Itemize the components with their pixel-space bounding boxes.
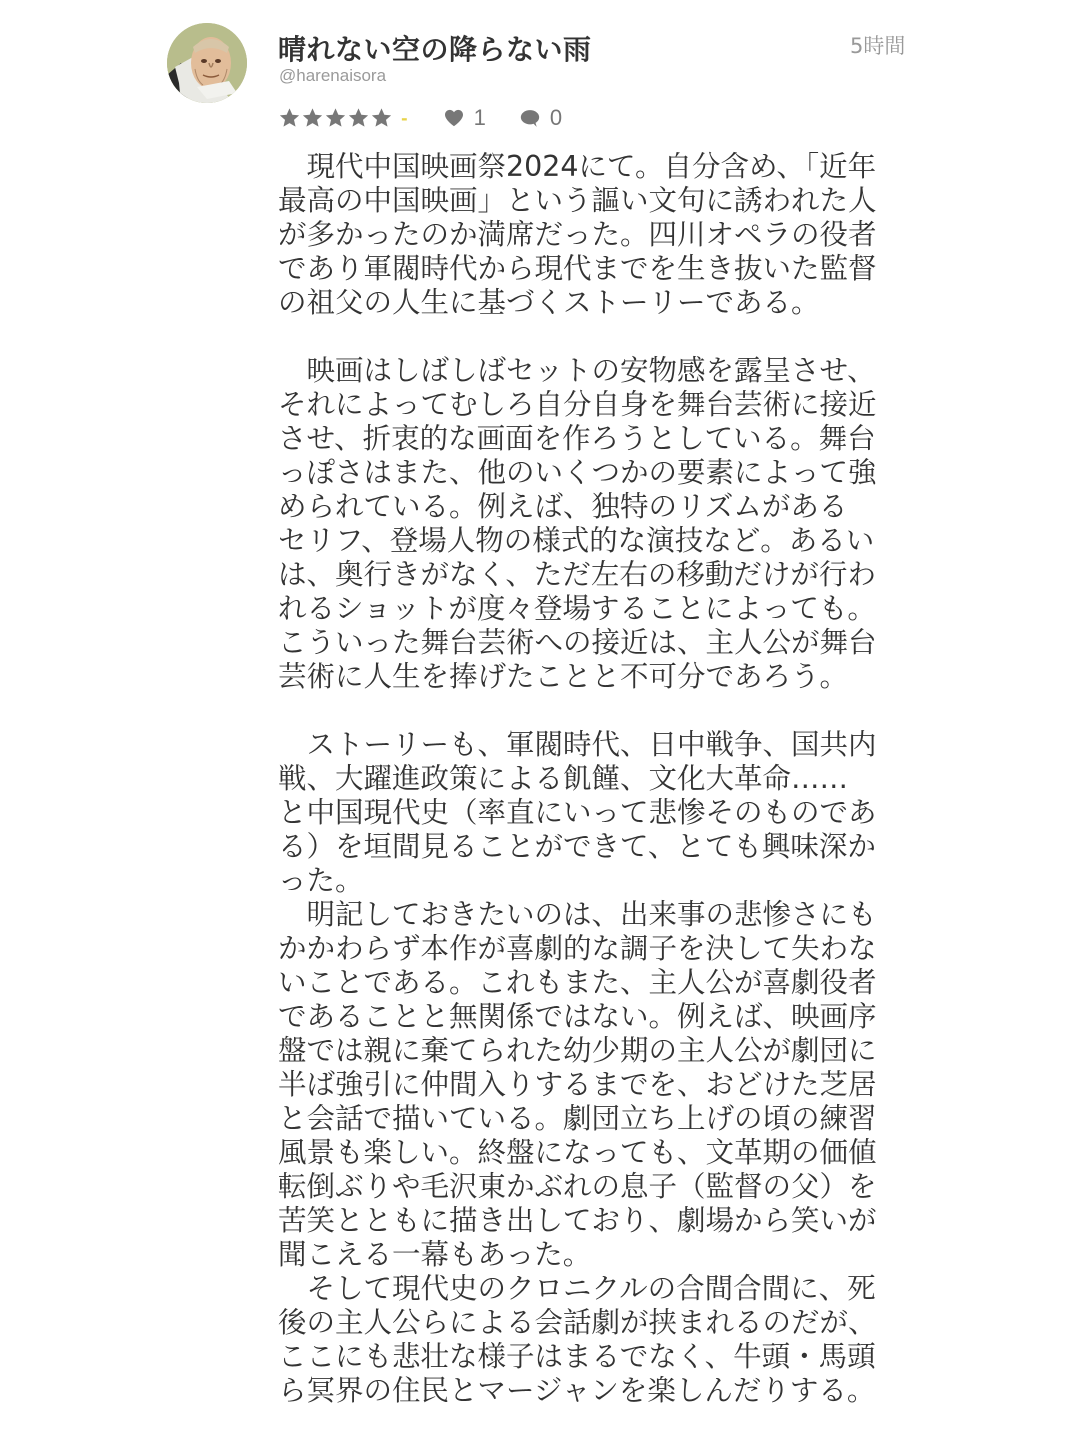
- text-line: 聞こえる一幕もあった。: [278, 1238, 592, 1271]
- review-paragraph: [278, 150, 918, 320]
- star-icon[interactable]: [347, 107, 370, 129]
- review-body: [278, 150, 918, 1408]
- text-line: ストーリーも、軍閥時代、日中戦争、国共内: [278, 728, 877, 761]
- text-line: は、奥行きがなく、ただ左右の移動だけが行わ: [278, 558, 876, 591]
- review-meta-row: [278, 104, 562, 132]
- text-line: 盤では親に棄てられた幼少期の主人公が劇団に: [278, 1034, 877, 1067]
- text-line: 半ば強引に仲間入りするまでを、おどけた芝居: [278, 1068, 877, 1101]
- text-line: っぽさはまた、他のいくつかの要素によって強: [278, 456, 877, 489]
- text-line: かかわらず本作が喜劇的な調子を決して失わな: [278, 932, 877, 965]
- star-rating[interactable]: [278, 107, 408, 129]
- text-line: と会話で描いている。劇団立ち上げの頃の練習: [278, 1102, 877, 1135]
- star-icon[interactable]: [324, 107, 347, 129]
- text-line: 転倒ぶりや毛沢東かぶれの息子（監督の父）を: [278, 1170, 877, 1203]
- paragraph-gap: [278, 320, 918, 354]
- star-icon[interactable]: [278, 107, 301, 129]
- text-line: 戦、大躍進政策による飢饉、文化大革命……: [278, 762, 849, 795]
- text-line: いことである。これもまた、主人公が喜劇役者: [278, 966, 877, 999]
- text-line: こういった舞台芸術への接近は、主人公が舞台: [278, 626, 877, 659]
- text-line: セリフ、登場人物の様式的な演技など。あるい: [278, 524, 875, 557]
- text-line: 苦笑とともに描き出しており、劇場から笑いが: [278, 1204, 877, 1237]
- text-line: 風景も楽しい。終盤になっても、文革期の価値: [278, 1136, 877, 1169]
- text-line: れるショットが度々登場することによっても。: [278, 592, 876, 625]
- star-icon[interactable]: [370, 107, 393, 129]
- text-line: させ、折衷的な画面を作ろうとしている。舞台: [278, 422, 876, 455]
- text-line: 最高の中国映画」という謳い文句に誘われた人: [278, 184, 877, 217]
- text-line: が多かったのか満席だった。四川オペラの役者: [278, 218, 877, 251]
- like-count: 1: [473, 105, 486, 130]
- text-line: 芸術に人生を捧げたことと不可分であろう。: [278, 660, 849, 693]
- text-line: 映画はしばしばセットの安物感を露呈させ、: [278, 354, 876, 387]
- review-paragraph: [278, 898, 918, 1272]
- text-line: それによってむしろ自分自身を舞台芸術に接近: [278, 388, 877, 421]
- text-line: と中国現代史（率直にいって悲惨そのものであ: [278, 796, 877, 829]
- comment-button[interactable]: [520, 105, 562, 131]
- text-line: 現代中国映画祭2024にて。自分含め、「近年: [278, 150, 877, 183]
- post-timestamp: 5時間: [850, 34, 906, 58]
- like-button[interactable]: [444, 105, 486, 131]
- user-display-name[interactable]: 晴れない空の降らない雨: [278, 33, 592, 66]
- text-line: 明記しておきたいのは、出来事の悲惨さにも: [278, 898, 877, 931]
- text-line: められている。例えば、独特のリズムがある: [278, 490, 848, 523]
- star-icon[interactable]: [301, 107, 324, 129]
- text-line: った。: [278, 864, 364, 897]
- avatar-portrait-icon: [167, 23, 247, 103]
- comment-bubble-icon: [520, 109, 540, 128]
- review-paragraph: [278, 728, 918, 898]
- review-paragraph: [278, 1272, 918, 1408]
- heart-icon: [444, 109, 464, 127]
- text-line: る）を垣間見ることができて、とても興味深か: [278, 830, 876, 863]
- text-line: ここにも悲壮な様子はまるでなく、牛頭・馬頭: [278, 1340, 876, 1373]
- text-line: であり軍閥時代から現代までを生き抜いた監督: [278, 252, 877, 285]
- text-line: であることと無関係ではない。例えば、映画序: [278, 1000, 877, 1033]
- paragraph-gap: [278, 694, 918, 728]
- rating-score: -: [401, 108, 408, 128]
- text-line: ら冥界の住民とマージャンを楽しんだりする。: [278, 1374, 876, 1407]
- review-paragraph: [278, 354, 918, 694]
- comment-count: 0: [549, 105, 563, 130]
- avatar[interactable]: [167, 23, 247, 103]
- user-handle[interactable]: @harenaisora: [279, 66, 387, 85]
- text-line: そして現代史のクロニクルの合間合間に、死: [278, 1272, 876, 1305]
- text-line: 後の主人公らによる会話劇が挟まれるのだが、: [278, 1306, 877, 1339]
- text-line: の祖父の人生に基づくストーリーである。: [278, 286, 820, 319]
